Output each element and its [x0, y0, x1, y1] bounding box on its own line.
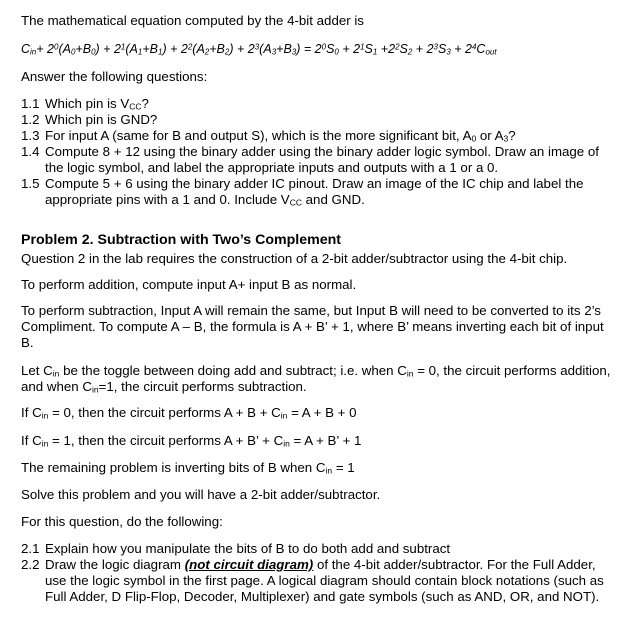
question-list-1 [21, 96, 611, 208]
problem-2-intro: Question 2 in the lab requires the construction of a 2-bit adder/subtractor using the 4-bit chip. [21, 251, 568, 266]
adder-equation: $C_{in}+ 2^0(A_0+B_0) + 2^1(A_1+B_1) + 2^2(A_2+B_2) + 2^3(A_3+B_3) = 2^0S_0 + 2^1S_1 +2^2S_2 + 2^3S_3 + 2^4C_{out}$ [21, 42, 497, 57]
question-1-5: 1.5 Compute 5 + 6 using the binary adder IC pinout. Draw an image of the IC chip and label the appropriate pins with a 1 and 0. Include $V_{CC}$ and GND. [21, 176, 584, 208]
intro-lead: The mathematical equation computed by the 4-bit adder is [21, 13, 364, 28]
equation-rhs: $2^0S_0 + 2^1S_1 +2^2S_2 + 2^3S_3 + 2^4C_{out}$ [314, 42, 497, 57]
solve-statement: Solve this problem and you will have a 2-bit adder/subtractor. [21, 487, 381, 502]
equation-lhs: $C_{in}+ 2^0(A_0+B_0) + 2^1(A_1+B_1) + 2^2(A_2+B_2) + 2^3(A_3+B_3)$ [21, 42, 301, 57]
question-1-2: 1.2 Which pin is GND? [21, 112, 158, 127]
addition-instruction: To perform addition, compute input A+ input B as normal. [21, 277, 357, 292]
question-1-4: 1.4 Compute 8 + 12 using the binary adder using the binary adder logic symbol. Draw an image of the logic symbol, and label the appropriate inputs and outputs with a 1 or a 0. [21, 144, 599, 175]
subtraction-instruction: To perform subtraction, Input A will remain the same, but Input B will need to be converted to its 2’s Compliment. To compute A – B, the formula is A + B’ + 1, where B’ means inverting each bit of input B. [21, 303, 604, 350]
cin-zero-case: If $C_{in} = 0$, then the circuit performs $A + B + C_{in} = A + B + 0$ [21, 405, 357, 421]
question-2-2: 2.2 Draw the logic diagram (not circuit diagram) of the 4-bit adder/subtractor. For the Full Adder, use the logic symbol in the first page. A logical diagram should contain block notations (such as Full Adder, D Flip-Flop, Decoder, Multiplexer) and gate symbols (such as AND, OR, and NOT). [21, 557, 604, 604]
question-2-1: 2.1 Explain how you manipulate the bits of B to do both add and subtract [21, 541, 451, 556]
cin-toggle-description: Let $C_{in}$ be the toggle between doing add and subtract; i.e. when $C_{in} = 0$, the circuit performs addition, and when $C_{in}=1$, the circuit performs subtraction. [21, 363, 611, 395]
answer-prompt: Answer the following questions: [21, 69, 208, 84]
problem-2-title: Problem 2. Subtraction with Two’s Complement [21, 232, 342, 248]
question-1-3: 1.3 For input A (same for B and output S), which is the more significant bit, $A_0$ or $A_3$? [21, 128, 516, 144]
question-1-1: 1.1 Which pin is $V_{CC}$? [21, 96, 149, 112]
cin-one-case: If $C_{in} = 1$, then the circuit performs A + B’ + $C_{in} = A + B$’ + 1 [21, 433, 362, 449]
todo-lead: For this question, do the following: [21, 514, 223, 529]
not-circuit-diagram-emphasis: (not circuit diagram) [184, 557, 314, 572]
question-list-2 [21, 541, 611, 605]
remaining-problem: The remaining problem is inverting bits of B when $C_{in} = 1$ [21, 460, 355, 476]
